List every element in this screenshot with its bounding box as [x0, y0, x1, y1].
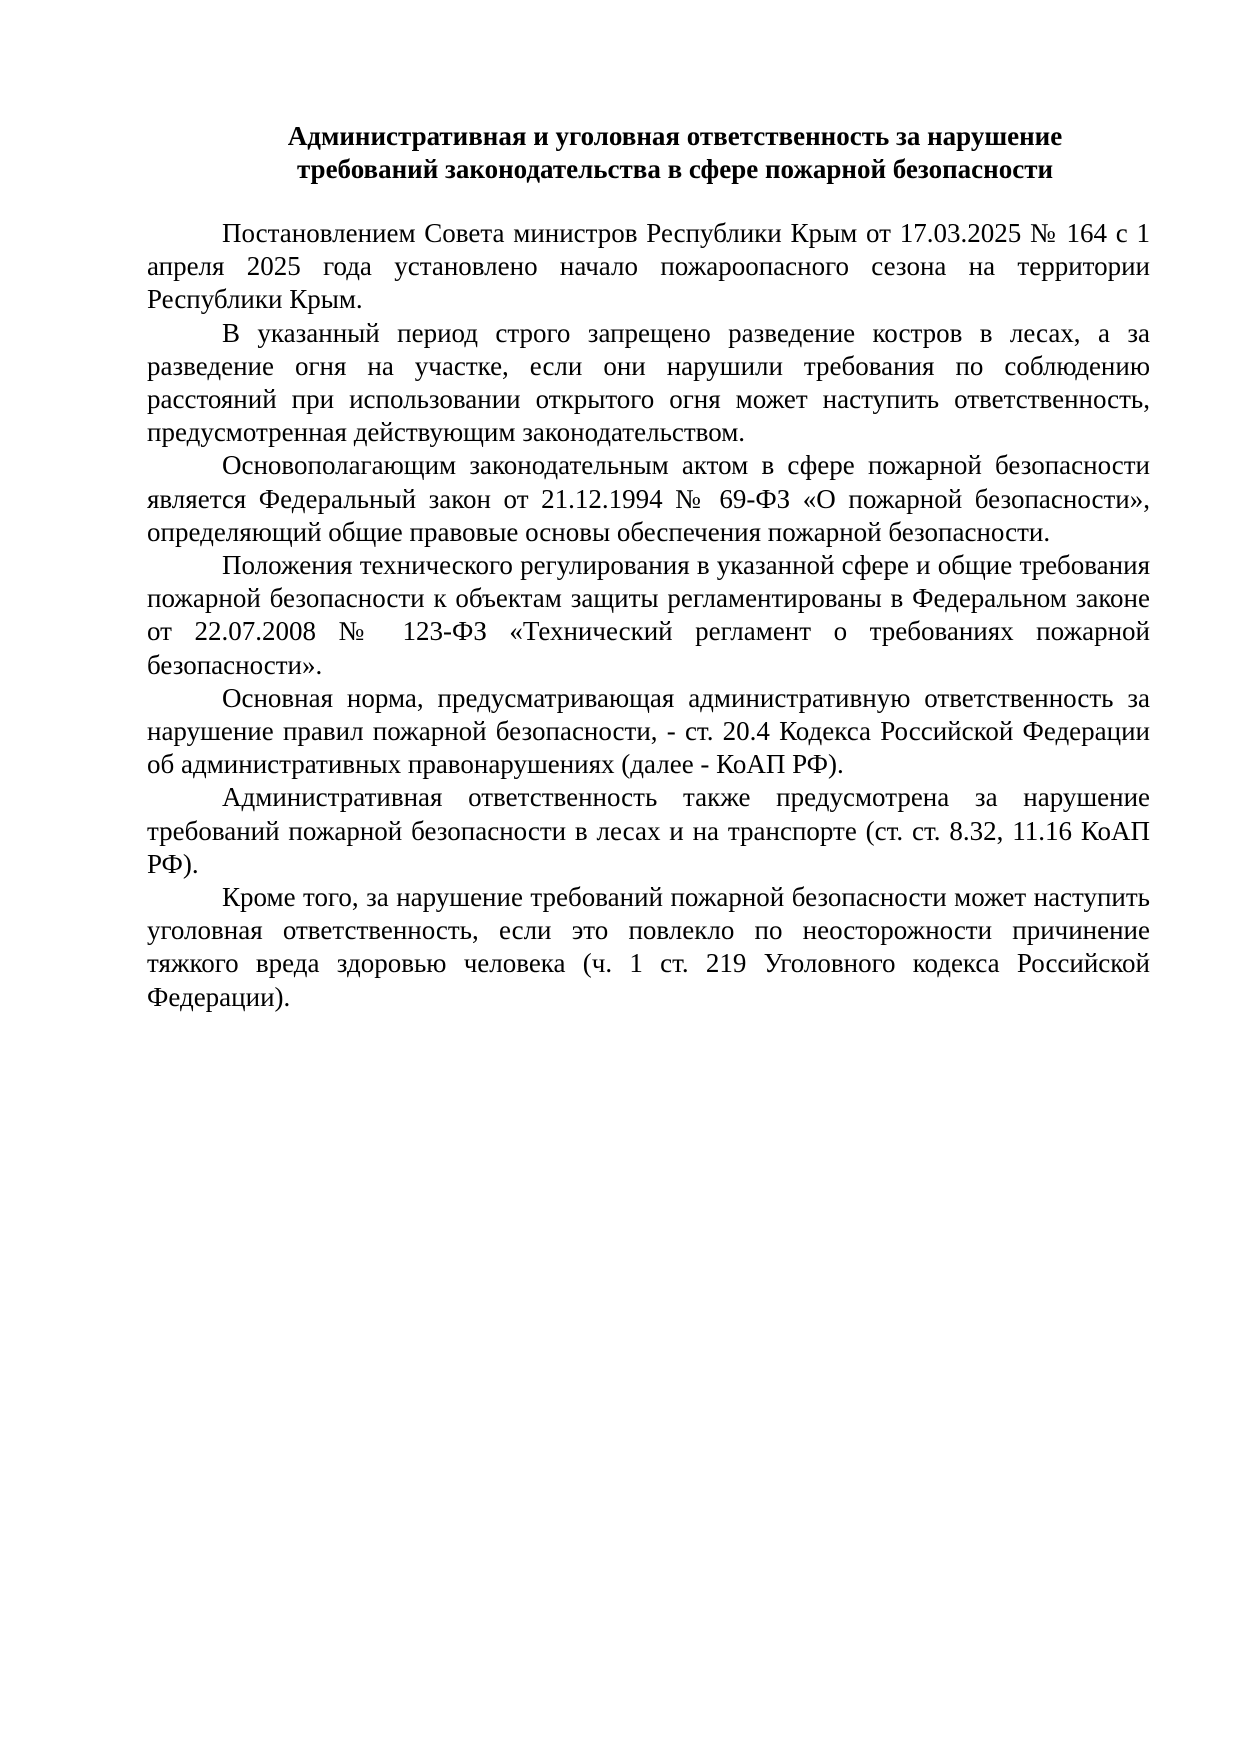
paragraph-federal-law-123: Положения технического регулирования в указанной сфере и общие требования пожарной безопасности к объектам защиты регламентированы в Федеральном законе от 22.07.2008 № 123-ФЗ «Технический регламент о требованиях пожарной безопасности». — [147, 550, 1150, 680]
paragraph-bonfire-ban: В указанный период строго запрещено разведение костров в лесах, а за разведение огня на участке, если они нарушили требования по соблюдению расстояний при использовании открытого огня может наступить ответственность, предусмотренная действующим законодательством. — [147, 317, 1150, 448]
title-line-1: Административная и уголовная ответственность за нарушение — [287, 121, 1063, 151]
paragraph-koap-20-4: Основная норма, предусматривающая административную ответственность за нарушение правил пожарной безопасности, - ст. 20.4 Кодекса Российской Федерации об административных правонарушениях (далее - КоАП РФ). — [147, 682, 1150, 780]
document-title — [200, 120, 1150, 186]
paragraph-fire-season: Постановлением Совета министров Республики Крым от 17.03.2025 № 164 с 1 апреля 2025 года установлено начало пожароопасного сезона на территории Республики Крым. — [147, 218, 1150, 315]
document-body — [147, 217, 1150, 1014]
paragraph-forest-transport: Административная ответственность также предусмотрена за нарушение требований пожарной безопасности в лесах и на транспорте (ст. ст. 8.32, 11.16 КоАП РФ). — [147, 782, 1150, 879]
paragraph-federal-law-69: Основополагающим законодательным актом в сфере пожарной безопасности является Федеральный закон от 21.12.1994 № 69-ФЗ «О пожарной безопасности», определяющий общие правовые основы обеспечения пожарной безопасности. — [147, 450, 1150, 547]
title-line-2: требований законодательства в сфере пожарной безопасности — [296, 154, 1054, 184]
paragraph-criminal-liability: Кроме того, за нарушение требований пожарной безопасности может наступить уголовная ответственность, если это повлекло по неосторожности причинение тяжкого вреда здоровью человека (ч. 1 ст. 219 Уголовного кодекса Российской Федерации). — [147, 882, 1150, 1012]
